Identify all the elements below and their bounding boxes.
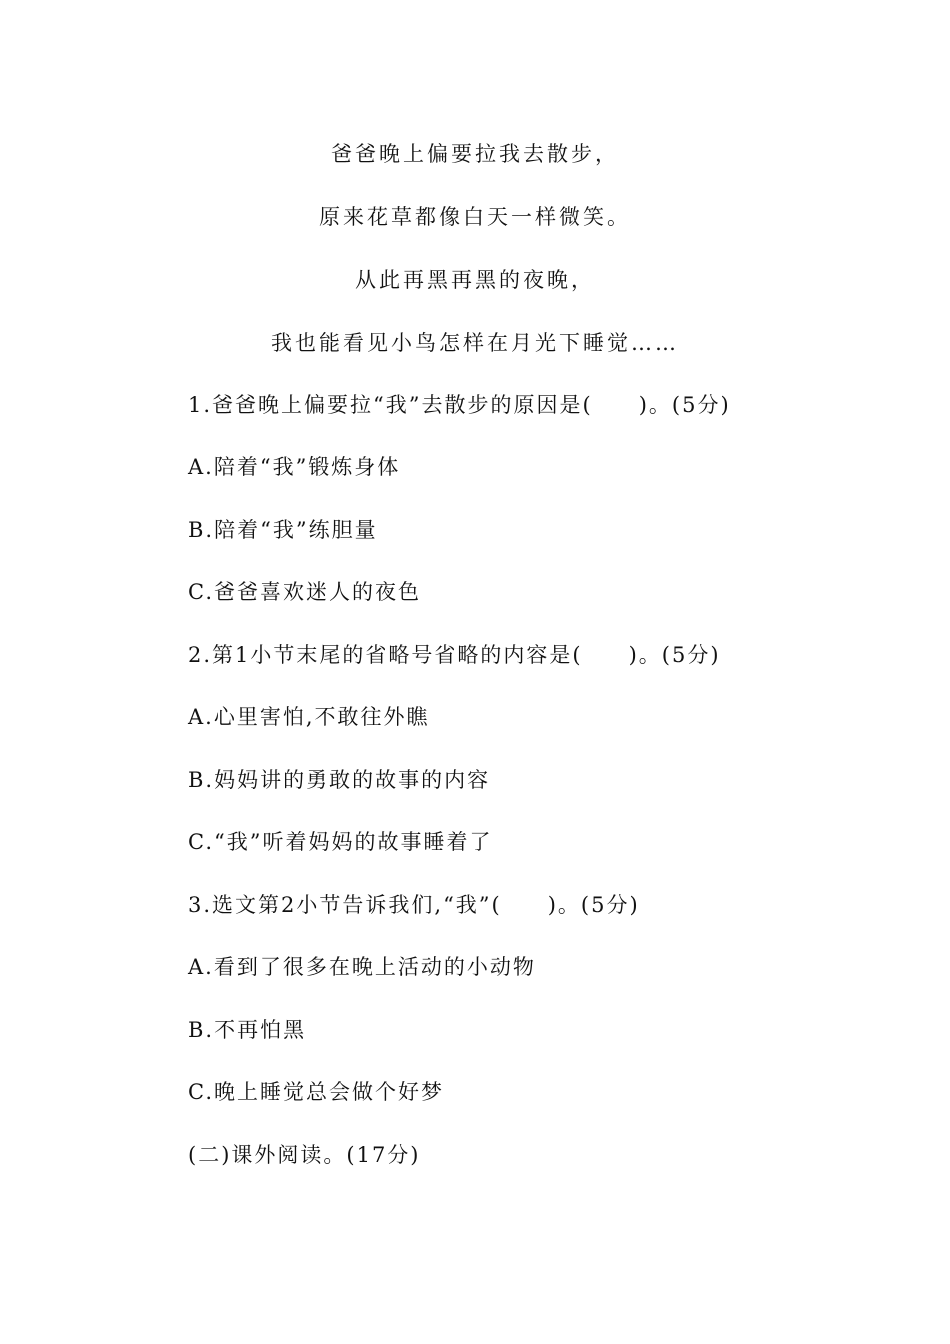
question-2-option-b: B.妈妈讲的勇敢的故事的内容 — [188, 768, 491, 792]
poem-line-1: 爸爸晚上偏要拉我去散步， — [331, 142, 619, 166]
poem-line-3: 从此再黑再黑的夜晚， — [355, 268, 595, 292]
question-1-option-b: B.陪着“我”练胆量 — [188, 518, 378, 542]
question-3-option-a: A.看到了很多在晚上活动的小动物 — [188, 955, 536, 979]
question-1-stem: 1.爸爸晚上偏要拉“我”去散步的原因是( )。(5分) — [188, 393, 731, 417]
question-1-option-c: C.爸爸喜欢迷人的夜色 — [188, 580, 421, 604]
question-2-option-c: C.“我”听着妈妈的故事睡着了 — [188, 830, 493, 854]
question-1-option-a: A.陪着“我”锻炼身体 — [188, 455, 401, 479]
question-3-option-b: B.不再怕黑 — [188, 1018, 307, 1042]
question-3-stem: 3.选文第2小节告诉我们,“我”( )。(5分) — [188, 893, 640, 917]
poem-line-2: 原来花草都像白天一样微笑。 — [319, 205, 631, 229]
question-2-stem: 2.第1小节末尾的省略号省略的内容是( )。(5分) — [188, 643, 721, 667]
question-2-option-a: A.心里害怕,不敢往外瞧 — [188, 705, 430, 729]
question-3-option-c: C.晚上睡觉总会做个好梦 — [188, 1080, 444, 1104]
poem-line-4: 我也能看见小鸟怎样在月光下睡觉…… — [271, 331, 679, 355]
section-heading: (二)课外阅读。(17分) — [188, 1143, 421, 1167]
